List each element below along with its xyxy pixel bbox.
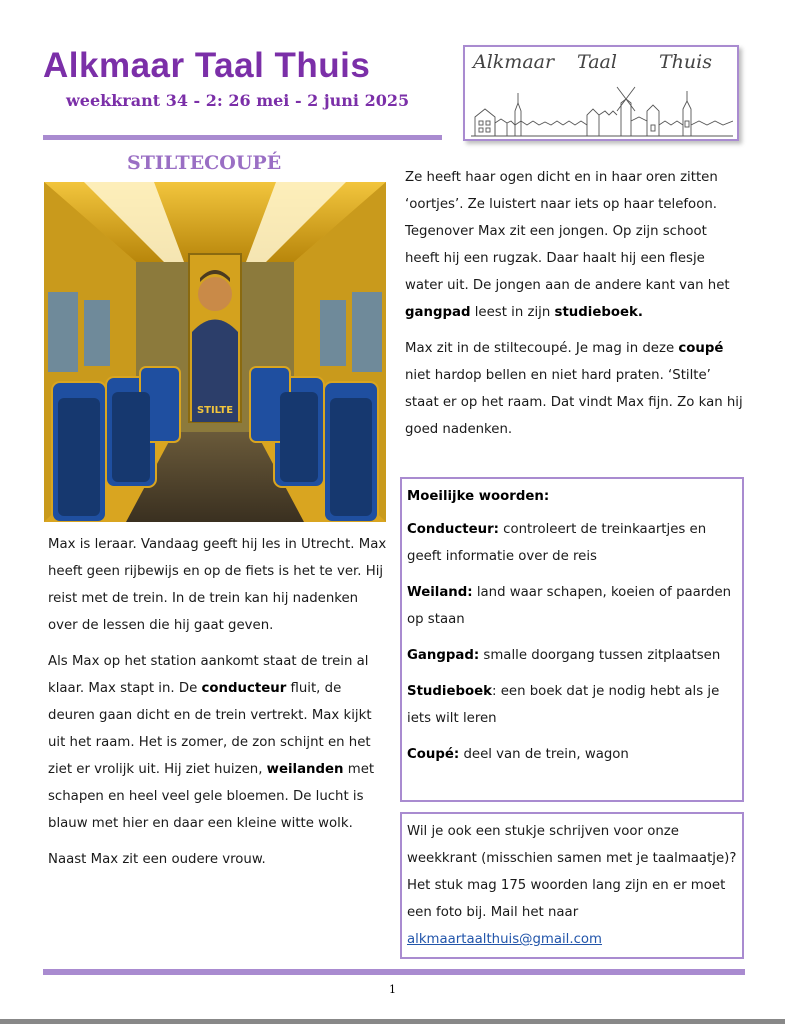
paragraph-text: Ze heeft haar ogen dicht en in haar oren zitten ‘oortjes’. Ze luistert naar iets op haar telefoon. Tegenover Max zit een jongen. Op zijn schoot heeft hij een rugzak. Daar haalt hij een flesje water uit. De jongen aan de andere kant van het xyxy=(405,170,730,293)
word-def: land waar schapen, koeien of paarden op staan xyxy=(407,585,732,627)
article-column-left xyxy=(48,531,388,882)
paragraph-text: met schapen en heel veel gele bloemen. De lucht is blauw met hier en daar een kleine witte wolk. xyxy=(48,762,375,831)
keyword-studieboek: studieboek. xyxy=(554,305,643,320)
paragraph-text: leest in zijn xyxy=(470,305,555,320)
paragraph xyxy=(48,648,388,837)
word-definition xyxy=(407,579,737,633)
word-term: Weiland: xyxy=(407,585,473,600)
paragraph-text: Max is leraar. Vandaag geeft hij les in Utrecht. Max heeft geen rijbewijs en op de fiets is het te ver. Hij reist met de trein. In de trein kan hij nadenken over de lessen die hij gaat geven. xyxy=(48,537,387,633)
footer-divider xyxy=(43,969,745,975)
email-link[interactable]: alkmaartaalthuis@gmail.com xyxy=(407,932,603,947)
window-bottom-edge xyxy=(0,1019,785,1024)
article-column-right xyxy=(405,164,745,452)
paragraph-text: fluit, de deuren gaan dicht en de trein vertrekt. Max kijkt uit het raam. Het is zomer, de zon schijnt en het ziet er vrolijk uit. Hij ziet huizen, xyxy=(48,681,372,777)
difficult-words-heading: Moeilijke woorden: xyxy=(407,489,550,504)
word-definition xyxy=(407,741,737,768)
difficult-words-title xyxy=(407,483,737,510)
paragraph xyxy=(405,335,745,443)
page-number: 1 xyxy=(389,983,396,996)
word-definition xyxy=(407,642,737,669)
masthead-title: Alkmaar Taal Thuis xyxy=(43,46,371,85)
logo xyxy=(463,45,739,141)
word-definition xyxy=(407,516,737,570)
article-title: STILTECOUPÉ xyxy=(127,152,282,174)
paragraph xyxy=(405,164,745,326)
issue-line: weekkrant 34 - 2: 26 mei - 2 juni 2025 xyxy=(66,91,410,110)
logo-word-alkmaar: Alkmaar xyxy=(473,51,555,73)
stilte-sign: STILTE xyxy=(196,405,234,416)
paragraph-text: Naast Max zit een oudere vrouw. xyxy=(48,852,266,867)
keyword-weilanden: weilanden xyxy=(266,762,344,777)
word-term: Conducteur: xyxy=(407,522,499,537)
paragraph-text: niet hardop bellen en niet hard praten. ‘Stilte’ staat er op het raam. Dat vindt Max fijn. Zo kan hij goed nadenken. xyxy=(405,368,743,437)
word-def: smalle doorgang tussen zitplaatsen xyxy=(479,648,721,663)
alkmaar-skyline-icon xyxy=(471,81,733,137)
keyword-coupe: coupé xyxy=(678,341,724,356)
contribute-text: Wil je ook een stukje schrijven voor onze weekkrant (misschien samen met je taalmaatje)? Het stuk mag 175 woorden lang zijn en er moet een foto bij. Mail het naar xyxy=(407,824,737,920)
word-definition xyxy=(407,678,737,732)
header-divider xyxy=(43,135,442,140)
word-def: controleert de treinkaartjes en geeft informatie over de reis xyxy=(407,522,707,564)
word-term: Coupé: xyxy=(407,747,460,762)
word-term: Gangpad: xyxy=(407,648,480,663)
word-def: : een boek dat je nodig hebt als je iets wilt leren xyxy=(407,684,720,726)
logo-word-thuis: Thuis xyxy=(659,51,712,73)
paragraph-text: Als Max op het station aankomt staat de trein al klaar. Max stapt in. De xyxy=(48,654,369,696)
train-photo xyxy=(44,182,386,522)
contribute-box xyxy=(400,812,744,959)
keyword-conducteur: conducteur xyxy=(201,681,287,696)
paragraph xyxy=(48,846,388,873)
difficult-words-box xyxy=(400,477,744,802)
paragraph xyxy=(48,531,388,639)
paragraph-text: Max zit in de stiltecoupé. Je mag in deze xyxy=(405,341,679,356)
word-term: Studieboek xyxy=(407,684,493,699)
word-def: deel van de trein, wagon xyxy=(459,747,629,762)
keyword-gangpad: gangpad xyxy=(405,305,471,320)
logo-word-taal: Taal xyxy=(577,51,617,73)
